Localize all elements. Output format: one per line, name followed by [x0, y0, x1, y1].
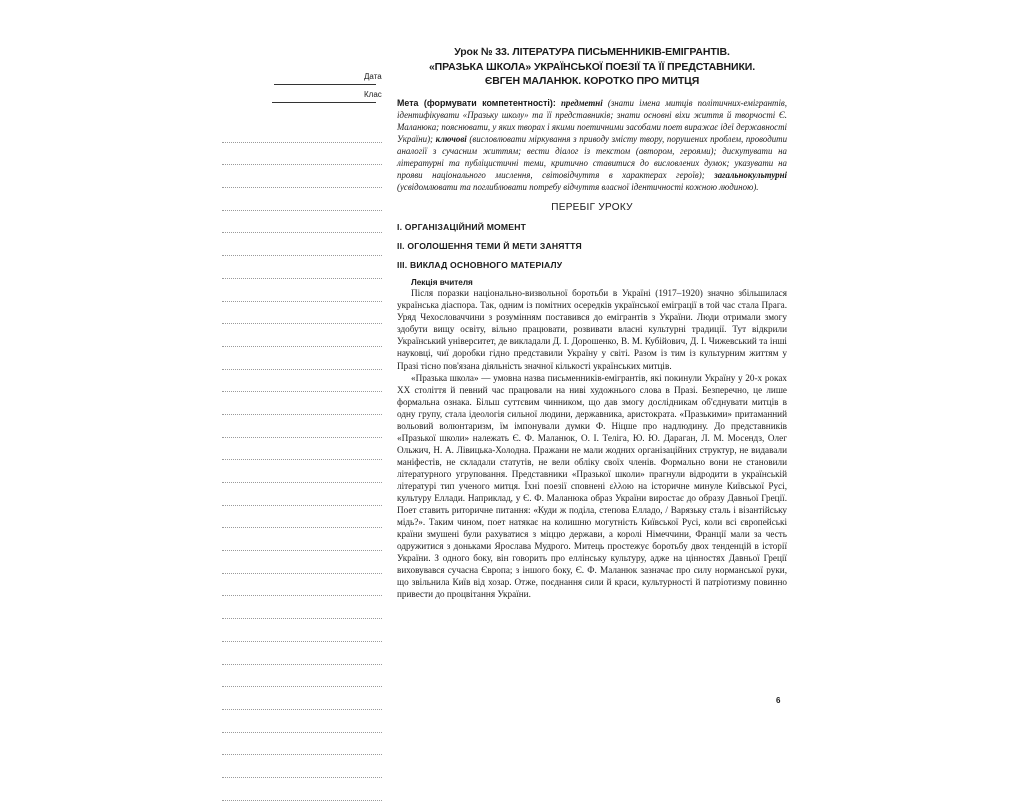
lesson-title-line-2: «ПРАЗЬКА ШКОЛА» УКРАЇНСЬКОЇ ПОЕЗІЇ ТА ЇЇ ПРЕДСТАВНИКИ. — [428, 60, 756, 73]
note-line — [222, 211, 382, 234]
page-number: 6 — [776, 696, 781, 705]
note-line — [222, 347, 382, 370]
goal-subject-text: (знати імена митців політичних-емігрантів, ідентифікувати «Празьку школу» та її представників; знати основні віхи життя й творчості Є. Маланюка; пояснювати, у яких творах і якими поетичними засобами поет виражає ідеї державності України); — [397, 97, 787, 144]
note-line — [222, 120, 382, 143]
course-heading: ПЕРЕБІГ УРОКУ — [551, 202, 633, 214]
note-line — [222, 279, 382, 302]
notes-margin — [222, 72, 388, 108]
note-line — [222, 687, 382, 710]
class-blank-line — [272, 102, 376, 103]
section-topic-goal: ІІ. ОГОЛОШЕННЯ ТЕМИ Й МЕТИ ЗАНЯТТЯ — [397, 241, 582, 252]
note-line — [222, 506, 382, 529]
note-line — [222, 233, 382, 256]
goal-general-text: (усвідомлювати та поглиблювати потребу відчуття власної ідентичності кожною людиною). — [397, 182, 759, 193]
note-line — [222, 143, 382, 166]
class-field — [222, 90, 388, 108]
note-line — [222, 551, 382, 574]
section-main-material: ІІІ. ВИКЛАД ОСНОВНОГО МАТЕРІАЛУ — [397, 260, 563, 271]
goal-label: Мета (формувати компетентності): — [397, 97, 556, 108]
note-line — [222, 415, 382, 438]
class-label: Клас — [364, 90, 382, 99]
date-label: Дата — [364, 72, 382, 81]
lesson-goal — [397, 97, 787, 194]
note-line — [222, 642, 382, 665]
note-line — [222, 370, 382, 393]
note-line — [222, 528, 382, 551]
note-line — [222, 665, 382, 688]
note-line — [222, 619, 382, 642]
goal-subject-label: предметні — [560, 97, 603, 108]
note-line — [222, 778, 382, 801]
note-line — [222, 165, 382, 188]
note-line — [222, 460, 382, 483]
lesson-title-line-3: ЄВГЕН МАЛАНЮК. КОРОТКО ПРО МИТЦЯ — [484, 75, 700, 87]
note-line — [222, 596, 382, 619]
lecture-label: Лекція вчителя — [411, 278, 473, 288]
note-line — [222, 733, 382, 756]
goal-general-label: загальнокультурні — [714, 170, 787, 181]
note-line — [222, 755, 382, 778]
date-blank-line — [274, 84, 376, 85]
lesson-content — [397, 45, 787, 600]
goal-key-label: ключові — [435, 133, 467, 144]
note-line — [222, 574, 382, 597]
lesson-title — [397, 45, 787, 89]
note-lines — [222, 120, 382, 801]
note-line — [222, 483, 382, 506]
note-line — [222, 438, 382, 461]
note-line — [222, 188, 382, 211]
lecture-paragraph-2: «Празька школа» — умовна назва письменників-емігрантів, які покинули Україну у 20-х роках ХХ століття й певний час працювали на ниві художнього слова в Празі. Безперечно, це лише формальна ознака. Більш суттєвим чинником, що дав змогу дослідникам об'єднувати митців в одну групу, стала ідеологія сильної людини, державника, аристократа. «Празькими» притаманний вольовий волюнтаризм, їм імпонували думки Ф. Ніцше про надлюдину. До представників «Празької школи» належать Є. Ф. Маланюк, О. І. Теліга, Ю. Ю. Дараган, Л. М. Мосендз, Олег Ольжич, Н. А. Лівицька-Холодна. Пражани не мали жодних організаційних структур, не видавали маніфестів, не складали статутів, не вели обліку своїх членів. Формально вони не становили літературного угруповання. Представники «Празької школи» прагнули відродити в українській літературі тип ученого митця. Їхні поезії сповнені ελλοю на історичне минуле Київської Русі, культуру Еллади. Наприклад, у Є. Ф. Маланюка образ України виростає до образу Давньої Греції. Поет ставить риторичне питання: «Куди ж поділа, степова Елладо, / Варязьку сталь і візантійську мідь?». Таким чином, поет натякає на колишню могутність Київської Русі, коли всі європейські країни змушені були рахуватися з міццю держави, а королі Німеччини, Франції мали за честь одружитися з доньками Ярослава Мудрого. Митець простежує боротьбу двох тенденцій в історії України. З одного боку, він говорить про еллінську культуру, адже на цінностях Давньої Греції виховувався сучасна Європа; з іншого боку, Є. Ф. Маланюк зазначає про силу норманської руки, що звільнила Київ від хозар. Отже, поєднання сили й краси, культурності й патріотизму повинно привести до процвітання України. — [397, 372, 787, 600]
note-line — [222, 392, 382, 415]
note-line — [222, 256, 382, 279]
lecture-paragraph-1: Після поразки національно-визвольної боротьби в Україні (1917–1920) значно збільшилася українська діаспора. Так, одним із помітних осередків української еміграції в той час стала Прага. Уряд Чехословаччини з розумінням поставився до емігрантів з України. Люди отримали змогу здобути вищу освіту, вільно працювати, розвивати власні культурні традиції. Тут відкрили Український університет, де викладали Д. І. Дорошенко, В. М. Кубійович, Д. І. Чижевський та інші науковці, чиї доробки гідно представили Україну у світі. Разом із тим із культурним життям у Празі тісно пов'язана діяльність значної кількості українських митців. — [397, 288, 787, 371]
note-line — [222, 324, 382, 347]
note-line — [222, 710, 382, 733]
section-organizational: І. ОРГАНІЗАЦІЙНИЙ МОМЕНТ — [397, 222, 527, 233]
note-line — [222, 302, 382, 325]
date-field — [222, 72, 388, 90]
goal-key-text: (висловлювати міркування з приводу змісту твору, порушених проблем, проводити аналогії з сучасним життям; вести діалог із текстом (автором, героями); дискутувати на літературні та публіцистичні теми, критично ставитися до висловлених думок; указувати на прояви національного мислення, світовідчуття в характерах героїв); — [397, 133, 788, 181]
lesson-title-line-1: Урок № 33. ЛІТЕРАТУРА ПИСЬМЕННИКІВ-ЕМІГРАНТІВ. — [454, 46, 730, 58]
